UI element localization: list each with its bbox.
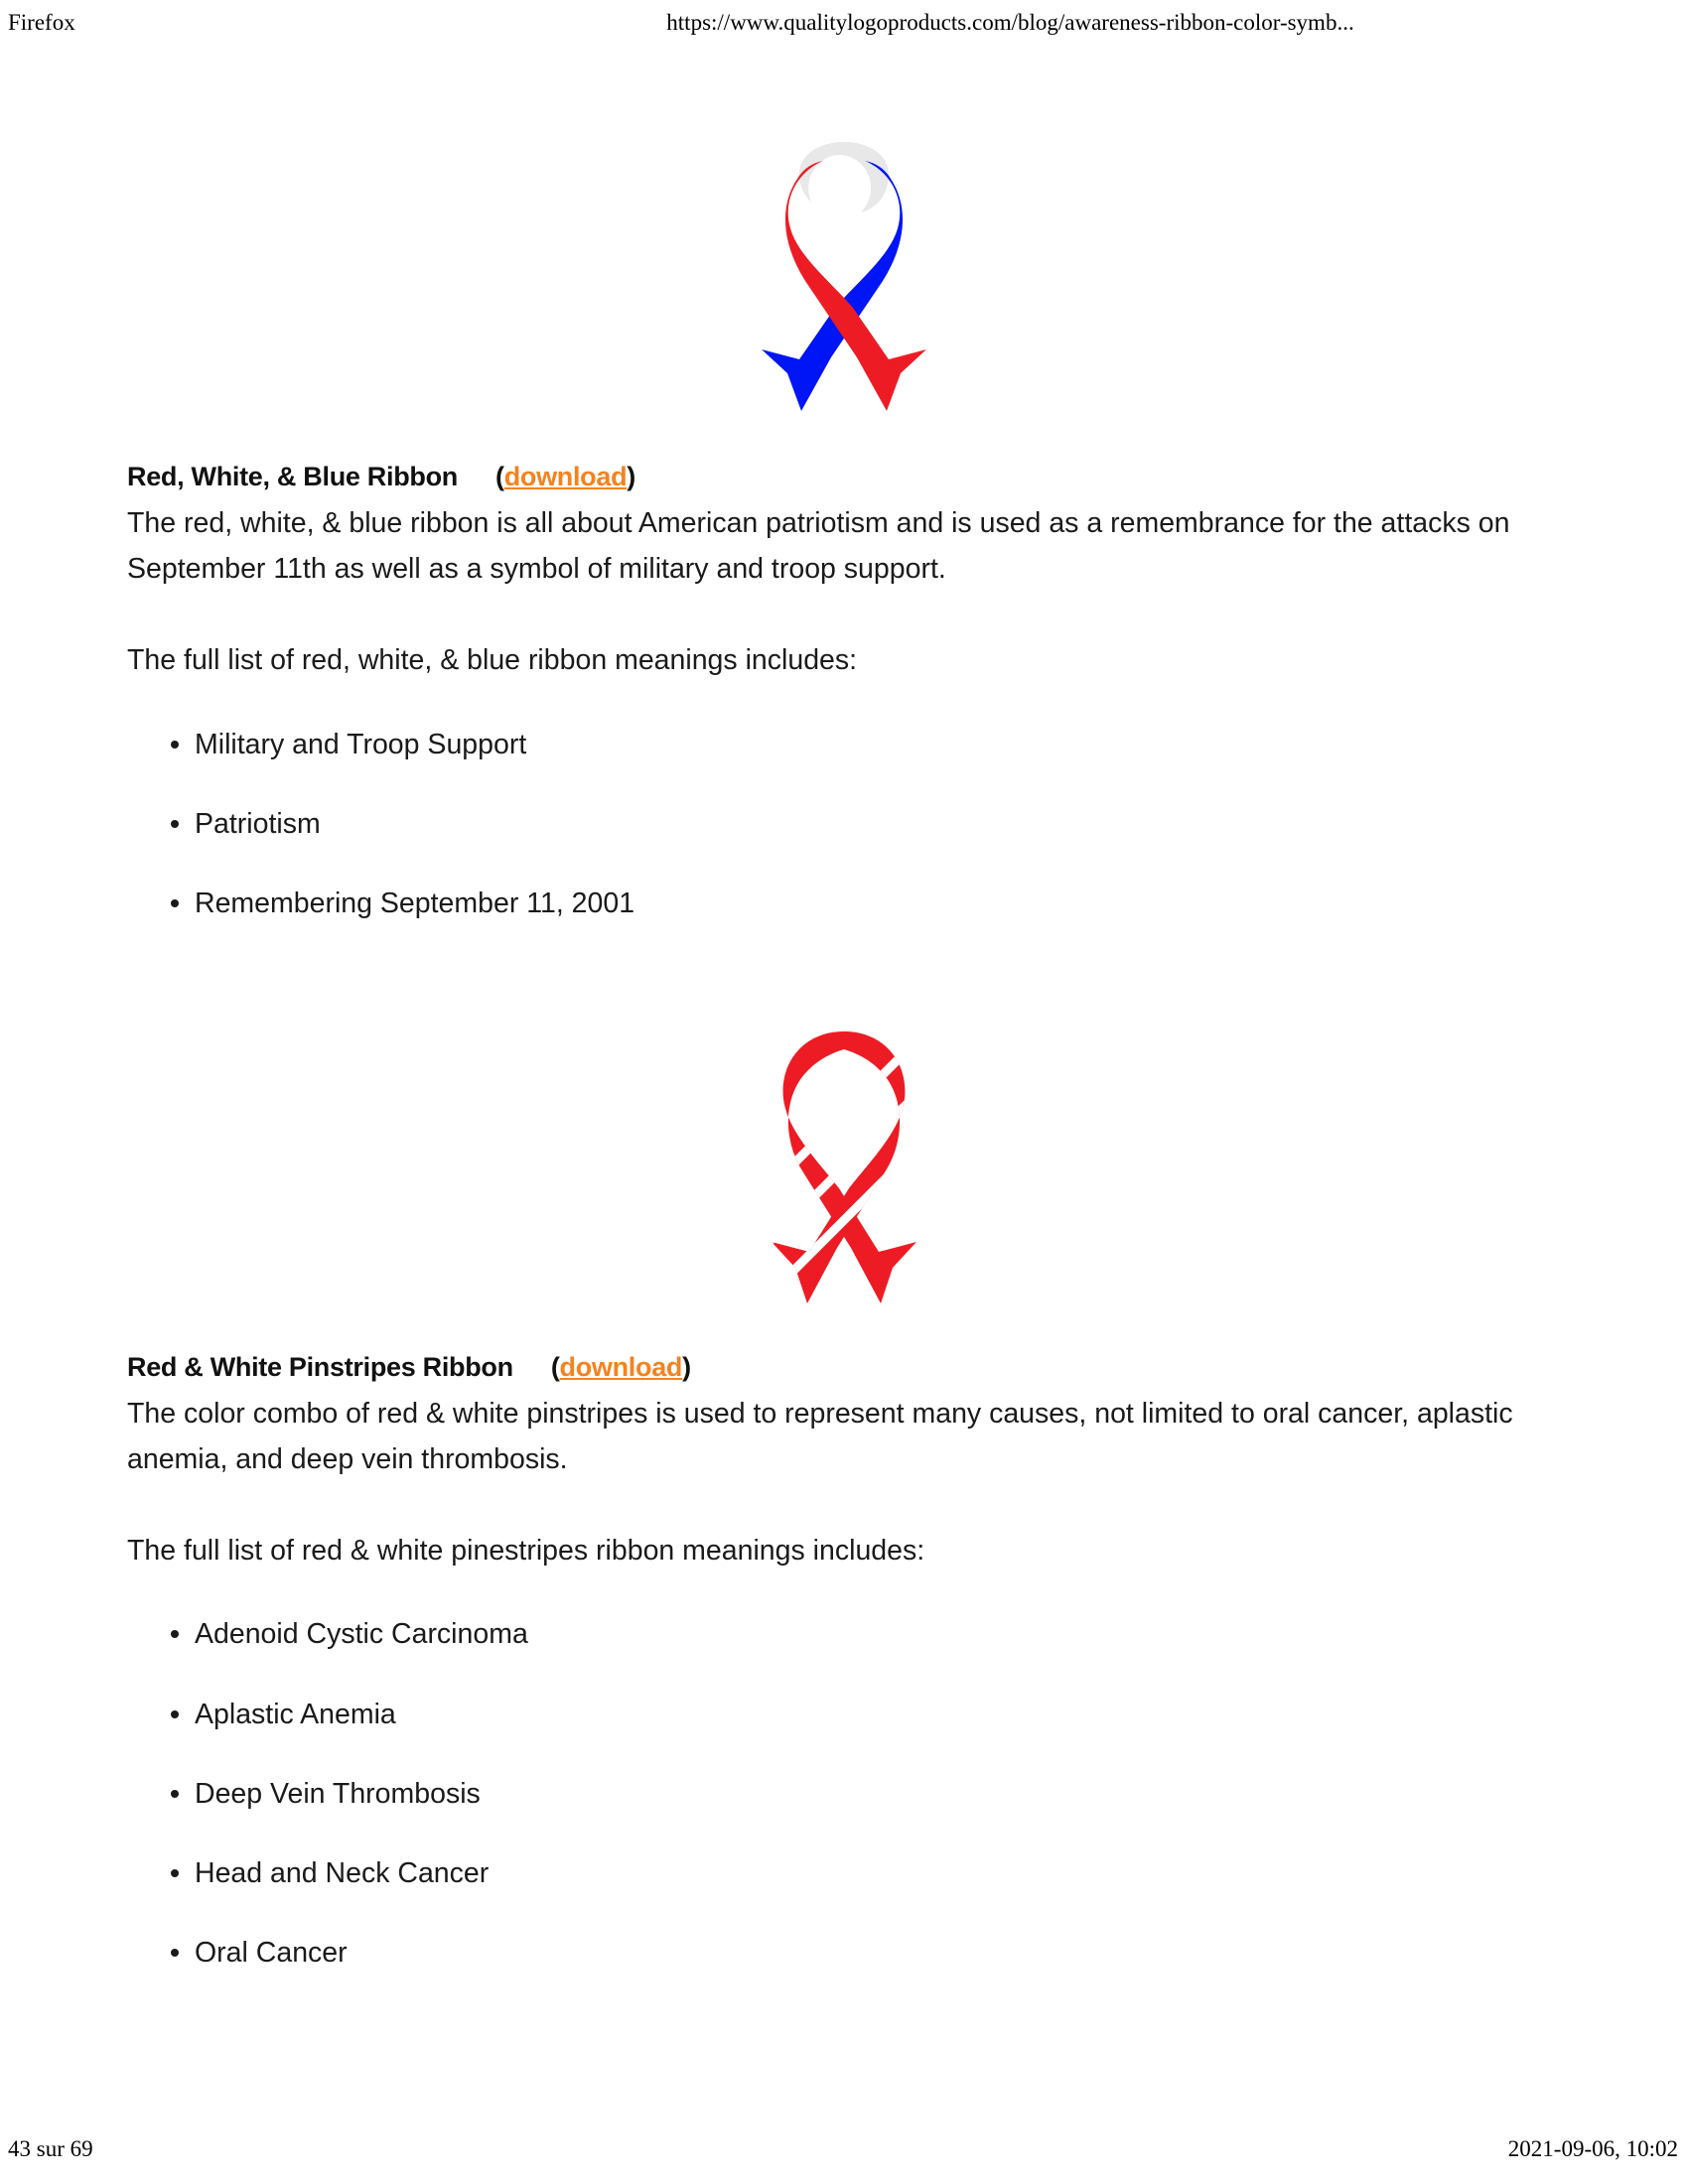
paren-close: )	[682, 1351, 691, 1382]
browser-name-label: Firefox	[8, 10, 75, 35]
list-item	[127, 886, 1549, 922]
list-item	[127, 1776, 1549, 1813]
bullet-icon	[171, 1869, 179, 1877]
list-item	[127, 806, 1549, 843]
meaning-list-red-white-blue	[127, 727, 1549, 922]
page-number-label: 43 sur 69	[8, 2136, 93, 2161]
bullet-icon	[171, 1630, 179, 1638]
list-item-label: Aplastic Anemia	[195, 1698, 396, 1730]
browser-print-footer	[0, 2132, 1688, 2162]
heading-text: Red & White Pinstripes Ribbon	[127, 1351, 513, 1382]
paren-open: (	[494, 462, 504, 491]
bullet-icon	[171, 899, 179, 907]
browser-print-header	[0, 0, 1688, 46]
section-heading-red-white-pinstripes	[127, 1351, 1549, 1385]
bullet-icon	[171, 1710, 179, 1718]
section-description-red-white-blue: The red, white, & blue ribbon is all about American patriotism and is used as a remembrance for the attacks on September 11th as well as a symbol of military and troop support.	[127, 506, 1510, 585]
print-timestamp-label: 2021-09-06, 10:02	[1507, 2136, 1678, 2161]
list-item	[127, 1855, 1549, 1892]
list-item-label: Military and Troop Support	[195, 728, 527, 760]
page-url-label: https://www.qualitylogoproducts.com/blog/awareness-ribbon-color-symb...	[666, 10, 1354, 35]
ribbon-section-red-white-blue	[0, 46, 1688, 922]
meaning-list-red-white-pinstripes	[127, 1616, 1549, 1971]
bullet-icon	[171, 1949, 179, 1957]
paren-open: (	[550, 1351, 560, 1382]
list-item	[127, 1935, 1549, 1972]
document-body	[0, 46, 1688, 1972]
bullet-icon	[171, 820, 179, 828]
list-item-label: Head and Neck Cancer	[195, 1856, 490, 1889]
paren-close: )	[627, 462, 635, 491]
list-item	[127, 1697, 1549, 1733]
list-item	[127, 727, 1549, 763]
list-intro-red-white-pinstripes: The full list of red & white pinestripes ribbon meanings includes:	[127, 1534, 925, 1567]
section-description-red-white-pinstripes: The color combo of red & white pinstripes is used to represent many causes, not limited to oral cancer, aplastic anemia, and deep vein thrombosis.	[127, 1397, 1513, 1475]
download-link[interactable]: download	[559, 1351, 683, 1382]
list-item-label: Remembering September 11, 2001	[195, 887, 635, 919]
download-link[interactable]: download	[503, 462, 628, 491]
list-item-label: Patriotism	[195, 807, 321, 840]
ribbon-section-red-white-pinstripes	[0, 922, 1688, 1972]
section-heading-red-white-blue	[127, 461, 1549, 494]
heading-text: Red, White, & Blue Ribbon	[127, 462, 458, 491]
red-white-pinstripes-ribbon-image	[0, 1012, 1688, 1309]
list-item-label: Deep Vein Thrombosis	[195, 1777, 481, 1810]
bullet-icon	[171, 741, 179, 749]
list-item-label: Oral Cancer	[195, 1936, 348, 1969]
list-intro-red-white-blue: The full list of red, white, & blue ribbon meanings includes:	[127, 644, 858, 677]
red-white-blue-ribbon-image	[0, 113, 1688, 421]
bullet-icon	[171, 1790, 179, 1798]
list-item-label: Adenoid Cystic Carcinoma	[195, 1618, 528, 1651]
list-item	[127, 1616, 1549, 1653]
